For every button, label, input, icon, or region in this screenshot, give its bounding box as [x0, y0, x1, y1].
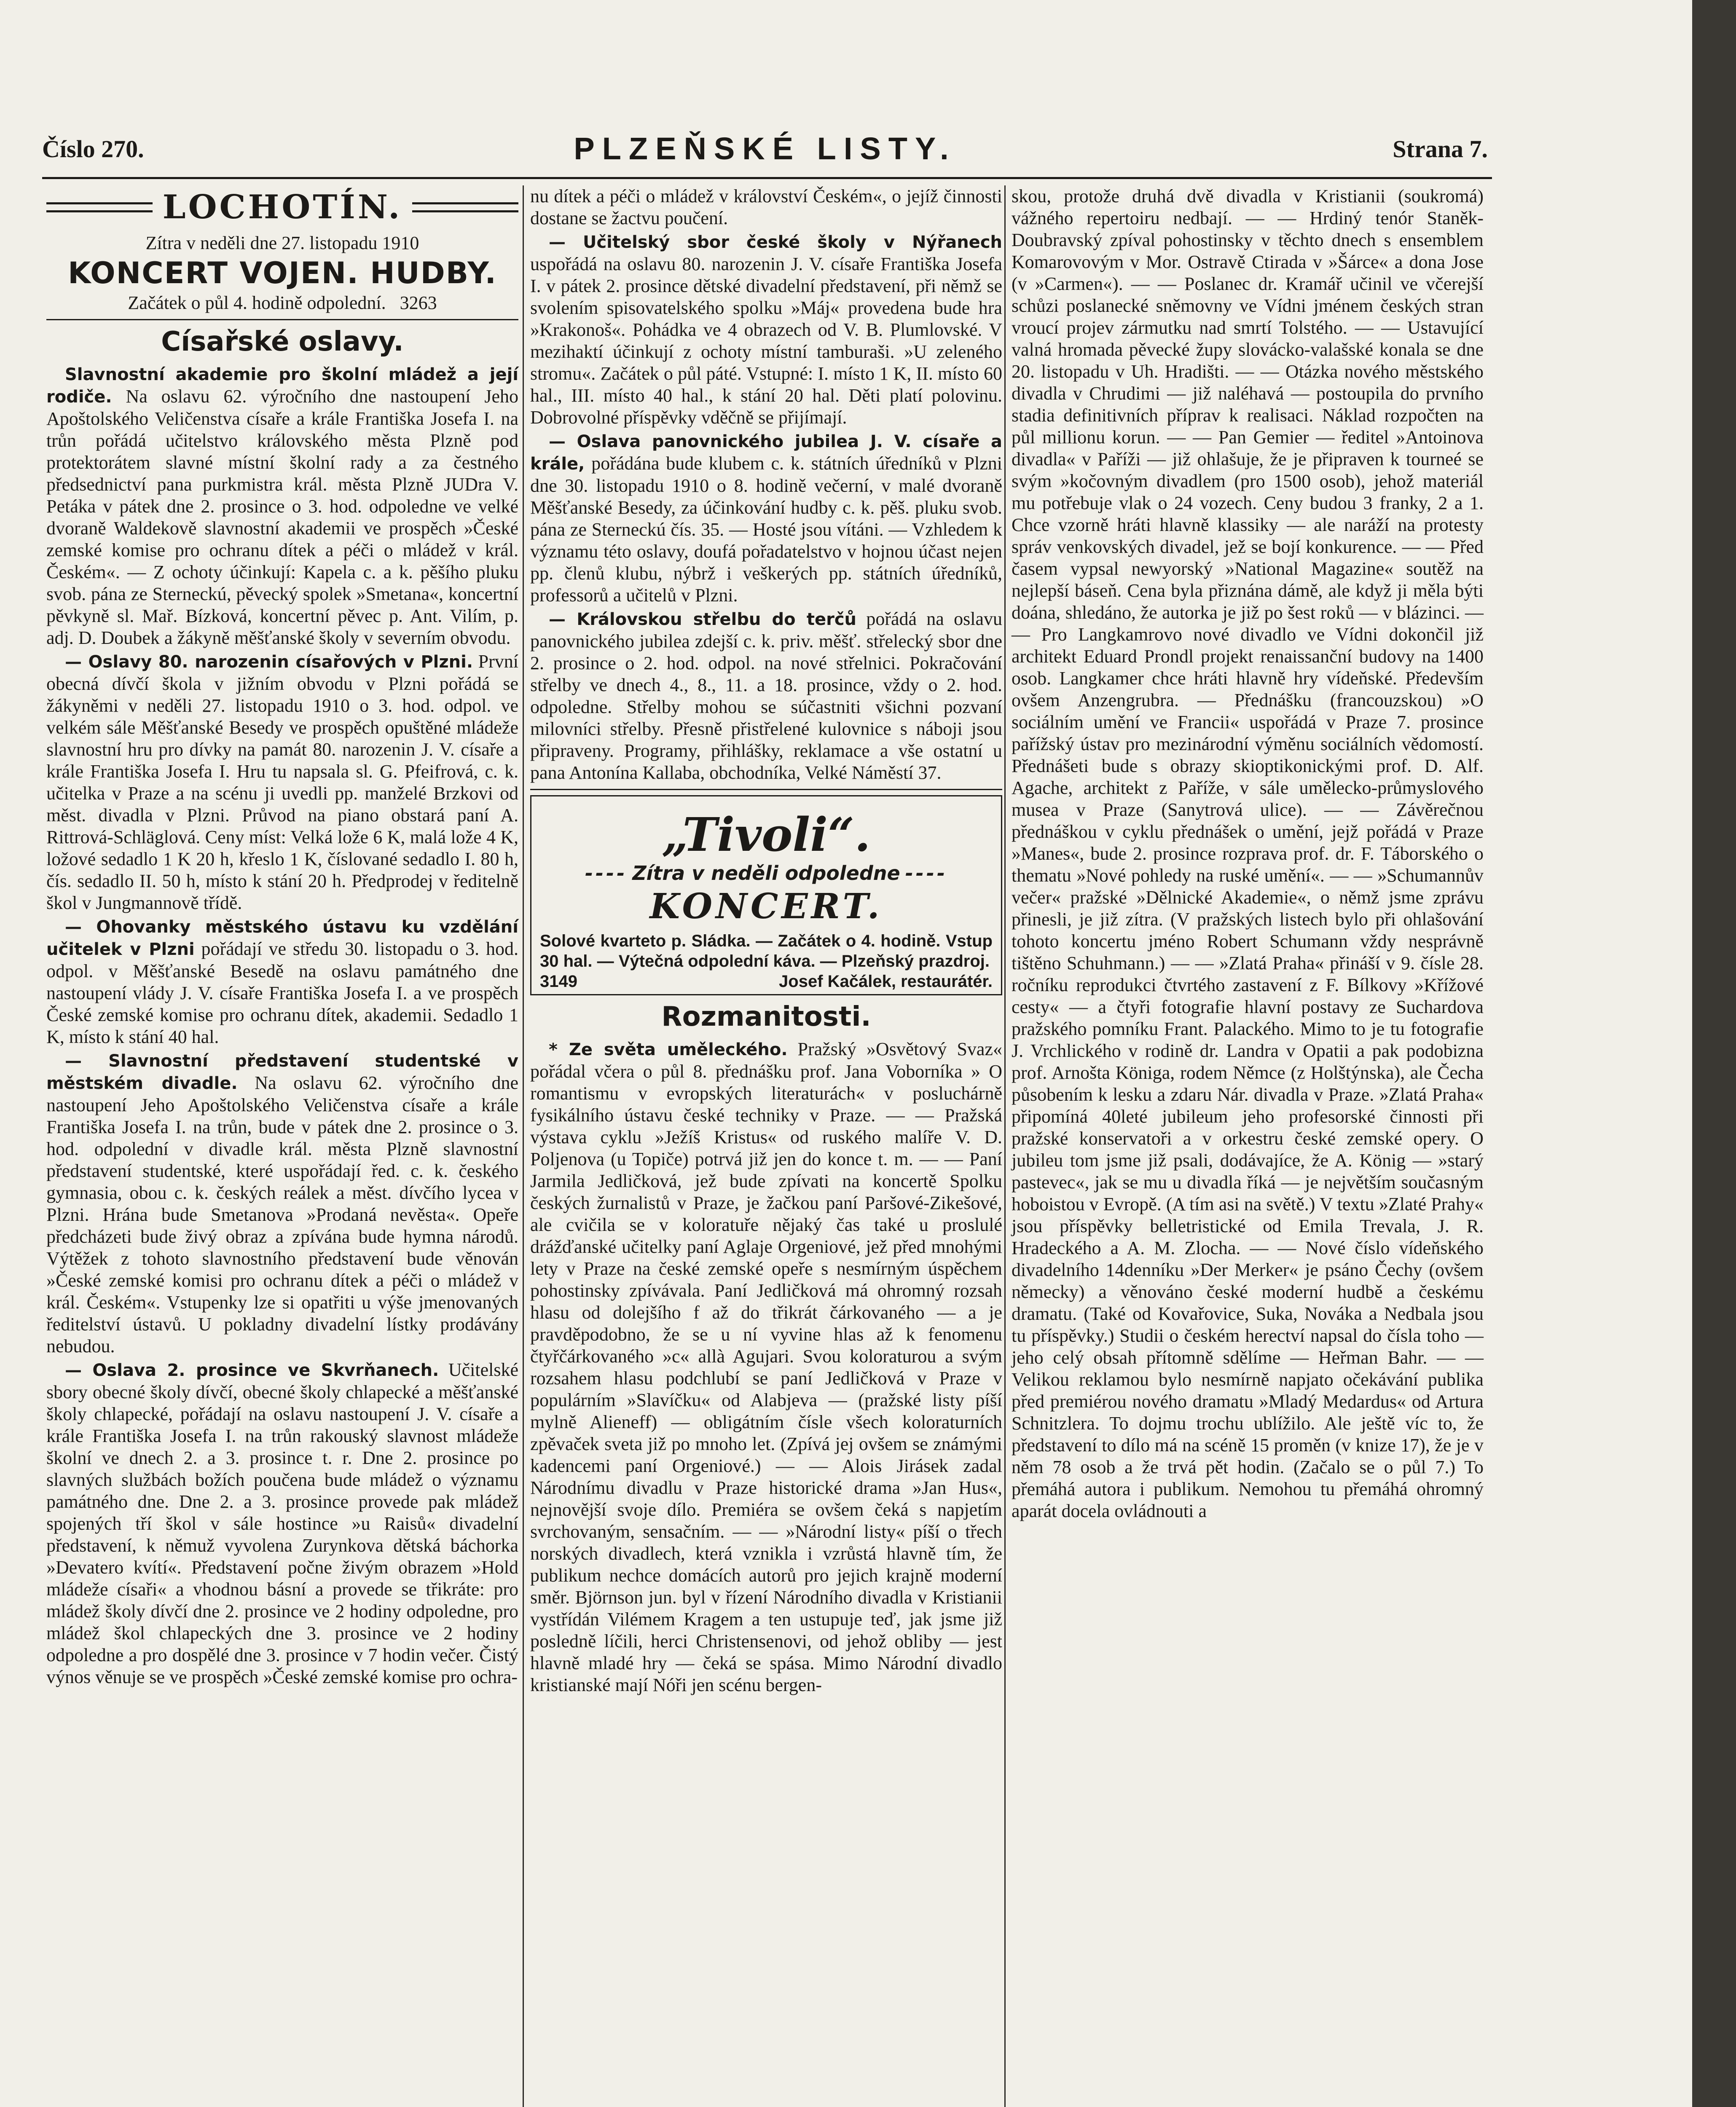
article-paragraph	[46, 1359, 518, 1688]
tivoli-ad-footer	[540, 971, 993, 992]
article-paragraph	[530, 430, 1002, 606]
article-paragraph: nu dítek a péči o mládež v království Českém«, o jejíž činnosti dostane se žactvu poučení.	[530, 186, 1002, 228]
lochotin-ad-time	[46, 292, 518, 314]
section-rule	[46, 319, 518, 320]
article-text: pořádána bude klubem c. k. státních úředníků v Plzni dne 30. listopadu 1910 o 8. hodině večerní, v malé dvoraně Měšťanské Besedy, za účinkování hudby c. k. pěš. pluku svob. pána ze Sterneckú čís. 35. — Hosté jsou vítáni. — Vzhledem k významu této oslavy, doufá pořadatelstvo v hojnou účast nejen pp. členů klubu, nýbrž i veškerých pp. státních úředníků, professorů a učitelů v Plzni.	[530, 453, 1002, 606]
tivoli-subtitle: ---- Zítra v neděli odpoledne ----	[585, 862, 948, 885]
tivoli-ad	[530, 795, 1002, 995]
section-title-cisarske-oslavy: Císařské oslavy.	[161, 326, 404, 357]
section-title-rozmanitosti: Rozmanitosti.	[661, 1001, 871, 1032]
lochotin-title-text: LOCHOTÍN.	[162, 188, 402, 226]
page-number: Strana 7.	[1393, 135, 1488, 163]
article-paragraph	[46, 1050, 518, 1357]
article-paragraph: skou, protože druhá dvě divadla v Kristianii (soukromá) vážného repertoiru nedbají. — — Hrdiný tenór Staněk-Doubravský zpíval pohostinsky v těchto dnech s ensemblem Komarovovým v Mor. Ostravě Ctirada v »Šárce« a dona Jose (v »Carmen«). — — Poslanec dr. Kramář učinil ve včerejší schůzi poslanecké sněmovny ve Vídni jménem českých stran vroucí projev zármutku nad smrtí Tolstého. — — Ustavující valná hromada pěvecké župy slovácko-valašské konala se dne 20. listopadu v Uh. Hradišti. — — Otázka nového městského divadla v Chrudimi — již naléhavá — postoupila do prvního stadia definitivních příprav k realisaci. Náklad rozpočten na půl millionu korun. — — Pan Gemier — ředitel »Antoinova divadla« v Paříži — již ohlašuje, že je připraven k tourneé se svým »kočovným divadlem (pro 1500 osob), jehož materiál mu potřebuje vlak o 24 vozech. Ceny budou 3 franky, 2 a 1. Chce vzorně hráti hlavně klassiky — ale naráží na protesty správ venkovských divadel, jež se bojí konkurence. — — Před časem vypsal newyorský »National Magazine« soutěž na nejlepší báseň. Cena byla přiznána dámě, ale když ji měla býti doána, shledáno, že autorka je již po šest roků — v blázinci. — — Pro Langkamrovo nové divadlo ve Vídni dokončil již architekt Eduard Prondl projekt renaissanční budovy na 1400 osob. Langkamer chce hráti hlavně hry vídeňské. Především ovšem Anzengrubra. — Přednášku (francouzskou) »O sociálním umění ve Francii« uspořádá v Praze 7. prosince pařížský ústav pro mezinárodní výměnu sociálních vědomostí. Přednášeti bude s obrazy skioptikonickými prof. D. Alf. Agache, architekt z Paříže, v sále umělecko-průmyslového musea v Praze (Sanytrová ulice). — — Závěrečnou přednáškou v cyklu přednášek o umění, jejž pořádá v Praze »Manes«, bude 2. prosince rozprava prof. dr. F. Táborského o thematu »Nové pohledy na ruské umění«. — — »Schumannův večer« pražské »Dělnické Akademie«, o němž jsme zprávu přinesli, je již zítra. (V pražských listech bylo při ohlašování tohoto koncertu jméno Robert Schumann vždy nesprávně tištěno Schuhmann.) — — »Zlatá Praha« přináší v 9. čísle 28. ročníku reprodukci čtvrtého zastavení z F. Bílkovy »Křížové cesty« — a čtyři fotografie hlavní postavy ze Suchardova pražského pomníku Frant. Palackého. Mimo to je tu fotografie J. Vrchlického v rodině dr. Landra v Opatii a pak podobizna prof. Arnošta Königa, rodem Němce (z Holštýnska), ale Čecha působením k lesku a zdaru Nár. divadla v Praze. »Zlatá Praha« připomíná 40leté jubileum jeho profesorské činnosti při pražské konservatoři a v orkestru české zemské opery. O jubileu tom jsme již psali, dodávajíce, že A. König — »starý pastevec«, jak se mu u divadla říká — je největším současným hoboistou v Evropě. (A tím asi na světě.) V textu »Zlaté Prahy« jsou příspěvky belletristické od Emila Trevala, J. R. Hradeckého a A. M. Zlocha. — — Nové číslo vídeňského divadelního 14denníku »Der Merker« je psáno Čechy (ovšem německy) a věnováno české moderní hudbě a českému dramatu. (Také od Kovařovice, Suka, Nováka a Nedbala jsou tu příspěvky.) Studii o českém herectví napsal do čísla toho — jeho celý obsah přítomně sdělíme — Heřman Bahr. — — Velikou reklamou bylo nesmírně napjato očekávání publika před premiérou nového dramatu »Mladý Medardus« od Artura Schnitzlera. To dojmu trochu ublížilo. Ale ještě víc to, že představení to dílo má na scéně 15 proměn (v knize 17), že je v něm 78 osob a že trvá pět hodin. (Začalo se o půl 7.) To přemáhá autora i publikum. Nemohou tu přemáhá ohromný aparát docela ovládnouti a	[1012, 186, 1484, 1521]
tivoli-koncert: KONCERT.	[649, 886, 883, 927]
issue-number: Číslo 270.	[42, 135, 144, 163]
article-lead: * Ze světa uměleckého.	[549, 1040, 788, 1059]
article-paragraph	[46, 363, 518, 649]
page-header	[42, 126, 1488, 177]
article-text: Pražský »Osvětový Svaz« pořádal včera o půl 8. přednášku prof. Jana Voborníka » O romantismu v evropských literaturách« v posluchárně fysikálního ústavu české techniky v Praze. — — Pražská výstava cyklu »Ježíš Kristus« od ruského malíře V. D. Poljenova (u Topiče) potrvá již jen do konce t. m. — — Paní Jarmila Jedličková, jež bude zpívati na koncertě Spolku českých žurnalistů v Praze, je žačkou paní Paršové-Zikešové, ale cvičila se v koloratuře nějaký čas také u proslulé drážďanské učitelky paní Aglaje Orgeniové, jež před mnohými lety v Praze na české zemské opeře s nesmírným úspěchem pohostinsky zpívávala. Paní Jedličková má ohromný rozsah hlasu od dolejšího f až do třikrát čárkovaného — a je pravděpodobno, že se u ní vyvine hlas až k fenomenu čtyřčárkovaného »c« allà Agujari. Svou koloraturou a svým rozsahem hlasu podchlubí se paní Jedličková v Praze v populárním »Slavíčku« od Alabjeva — (pražské listy píší mylně Alieneff) — obligátním čísle všech koloraturních zpěvaček sveta již po mnoho let. (Zpívá jej ovšem se známými kadencemi paní Orgeniové.) — — Alois Jirásek zadal Národnímu divadlu v Praze historické drama »Jan Hus«, nejnovější svoje dílo. Premiéra se ovšem čeká s napjetím svrchovaným, sensačním. — — »Národní listy« píší o třech norských divadlech, která vznikla i vzrůstá hlavně tím, že publikum nechce domácích autorů pro jejich krajně moderní směr. Björnson jun. byl v řízení Národního divadla v Kristianii vystřídán Vilémem Kragem a ten ustupuje teď, jak jsme již posledně líčili, herci Christensenovi, od jehož obliby — jest hlavně mladé hry — čeká se spása. Mimo Národní divadlo kristianské mají Nóři jen scénu bergen-	[530, 1039, 1002, 1695]
article-text: uspořádá na oslavu 80. narozenin J. V. císaře Františka Josefa I. v pátek 2. prosince dětské divadelní představení, při němž se svolením spisovatelského spolku »Máj« provedena bude hra »Krakonoš«. Pohádka ve 4 obrazech od V. B. Plumlovské. V mezihaktí účinkují z ochoty místní tamburaši. »U zeleného stromu«. Začátek o půl páté. Vstupné: I. místo 1 K, II. místo 60 hal., III. místo 40 hal., k stání 20 hal. Děti platí polovinu. Dobrovolné příspěvky vděčně se přijímají.	[530, 254, 1002, 428]
article-text: První obecná dívčí škola v jižním obvodu v Plzni pořádá se žákyněmi v neděli 27. listopadu 1910 o 3. hod. odpol. ve velkém sále Měšťanské Besedy ve prospěch opuštěné mládeže slavnostní hru pro dívky na památ 80. narozenin J. V. císaře a krále Františka Josefa I. Hru tu napsala sl. G. Pfeifrová, c. k. učitelka v Praze a na scénu ji uvedli pp. manželé Brzkovi od měst. divadla v Plzni. Průvod na piano obstará paní A. Rittrová-Schläglová. Ceny míst: Velká lože 6 K, malá lože 4 K, ložové sedadlo 1 K 20 h, křeslo 1 K, číslované sedadlo I. 80 h, čís. sedadlo II. 50 h, místo k stání 20 h. Předprodej v ředitelně škol v Jungmannově třídě.	[46, 651, 519, 913]
column-divider	[523, 185, 524, 2107]
lochotin-ad-date: Zítra v neděli dne 27. listopadu 1910	[145, 233, 419, 253]
article-lead: — Královskou střelbu do terčů	[549, 610, 857, 629]
article-paragraph	[530, 608, 1002, 784]
tivoli-owner: Josef Kačálek, restaurátér.	[779, 972, 993, 991]
lochotin-ad-headline: KONCERT VOJEN. HUDBY.	[68, 256, 497, 290]
header-rule	[42, 177, 1492, 179]
column-1	[46, 185, 518, 1690]
article-lead: — Oslava panovnického jubilea J. V. císaře a krále,	[530, 432, 1002, 474]
lochotin-ad-code: 3263	[400, 292, 437, 313]
lochotin-ad-title	[46, 188, 518, 226]
article-text: pořádají ve středu 30. listopadu o 3. hod. odpol. v Měšťanské Besedě na oslavu památného dne nastoupení vlády J. V. císaře Františka Josefa I. a ve prospěch České zemské komise pro ochranu dítek, akademii. Sedadlo 1 K, místo k stání 40 hal.	[46, 938, 518, 1047]
tivoli-title: „Tivoli“.	[662, 807, 871, 862]
article-lead: Slavnostní akademie pro školní mládež a její rodiče.	[46, 365, 518, 407]
article-paragraph	[530, 231, 1002, 429]
tivoli-ad-code: 3149	[540, 972, 577, 991]
article-paragraph	[46, 651, 518, 914]
article-lead: — Oslavy 80. narozenin císařových v Plzni.	[65, 652, 473, 672]
article-lead: — Oslava 2. prosince ve Skvrňanech.	[65, 1361, 439, 1380]
article-lead: — Učitelský sbor české školy v Nýřanech	[549, 233, 1002, 252]
article-lead: — Slavnostní představení studentské v městském divadle.	[46, 1051, 518, 1093]
column-divider	[1004, 185, 1006, 2107]
article-paragraph	[46, 916, 518, 1048]
tivoli-subtitle-text: Zítra v neděli odpoledne	[632, 862, 900, 885]
section-rule	[530, 789, 1002, 790]
article-text: Učitelské sbory obecné školy dívčí, obecné školy chlapecké a měšťanské školy chlapecké, pořádají na oslavu nastoupení J. V. císaře a krále Františka Josefa I. na trůn rakouský slavnost mládeže školní ve dnech 2. a 3. prosince t. r. Dne 2. prosince po slavných službách božích poučena bude mládež o významu památného dne. Dne 2. a 3. prosince provede pak mládež spojených tří škol v sále hostince »u Raisů« divadelní představení, k němuž vyvolena Zurynkova dětská báchorka »Devatero kvítí«. Představení počne živým obrazem »Hold mládeže císaři« a vhodnou básní a provede se třikráte: pro mládež školy dívčí dne 2. prosince ve 2 hodiny odpoledne, pro mládež škol chlapeckých dne 3. prosince ve 2 hodiny odpoledne a pro dospělé dne 3. prosince v 7 hodin večer. Čistý výnos věnuje se ve prospěch »České zemské komise pro ochra-	[46, 1359, 518, 1687]
article-text: Na oslavu 62. výročního dne nastoupení Jeho Apoštolského Veličenstva císaře a krále Františka Josefa I. na trůn pořádá učitelstvo královského města Plzně pod protektorátem slavné místní školní rady a za čestného předsednictví pana purkmistra král. města Plzně JUDra V. Petáka v pátek dne 2. prosince o 3. hod. odpoledne ve velké dvoraně Waldekově slavnostní akademii ve prospěch »České zemské komise pro ochranu dítek a péči o mládež v král. Českém«. — Z ochoty účinkují: Kapela c. a k. pěšího pluku svob. pána ze Sterneckú, pěvecký spolek »Smetana«, koncertní pěvkyně sl. Mař. Bízková, koncertní pěvec p. Ant. Vilím, p. adj. D. Doubek a žákyně měšťanské školy v severním obvodu.	[46, 386, 518, 648]
article-text: pořádá na oslavu panovnického jubilea zdejší c. k. priv. měšť. střelecký sbor dne 2. prosince o 2. hod. odpol. na nové střelnici. Pokračování střelby ve dnech 4., 8., 11. a 18. prosince, vždy o 2. hod. odpoledne. Střelby mohou se súčastniti všichni pozvaní milovníci střelby. Přesně přistřelené kulovnice s náboji jsou připraveny. Programy, přihlášky, reklamace a vše ostatní u pana Antonína Kallaba, obchodníka, Velké Náměstí 37.	[530, 609, 1003, 783]
tivoli-ad-text: Solové kvarteto p. Sládka. — Začátek o 4. hodině. Vstup 30 hal. — Výtečná odpolední káva. — Plzeňský prazdroj.	[540, 932, 993, 970]
column-2	[530, 185, 1002, 1698]
lochotin-time-text: Začátek o půl 4. hodině odpolední.	[128, 292, 386, 313]
scan-edge	[1692, 0, 1736, 2107]
article-text: Na oslavu 62. výročního dne nastoupení Jeho Apoštolského Veličenstva císaře a krále Františka Josefa I. na trůn, bude v pátek dne 2. prosince o 3. hod. odpolední v divadle král. města Plzně slavnostní představení studentské, které uspořádají řed. c. k. českého gymnasia, obou c. k. českých reálek a měst. dívčího lycea v Plzni. Hrána bude Smetanova »Prodaná nevěsta«. Opeře předcházeti bude živý obraz a zpívána bude hymna národů. Výtěžek z tohoto slavnostního představení bude věnován »České zemské komisi pro ochranu dítek a péči o mládež v král. Českém«. Vstupenky lze si opatřiti u výše jmenovaných ředitelství ústavů. U pokladny divadelní lístky prodávány nebudou.	[46, 1072, 519, 1356]
article-lead: — Ohovanky městského ústavu ku vzdělání učitelek v Plzni	[46, 917, 518, 959]
newspaper-title: PLZEŇSKÉ LISTY.	[574, 131, 956, 166]
column-3	[1012, 185, 1484, 1524]
article-paragraph	[530, 1038, 1002, 1696]
